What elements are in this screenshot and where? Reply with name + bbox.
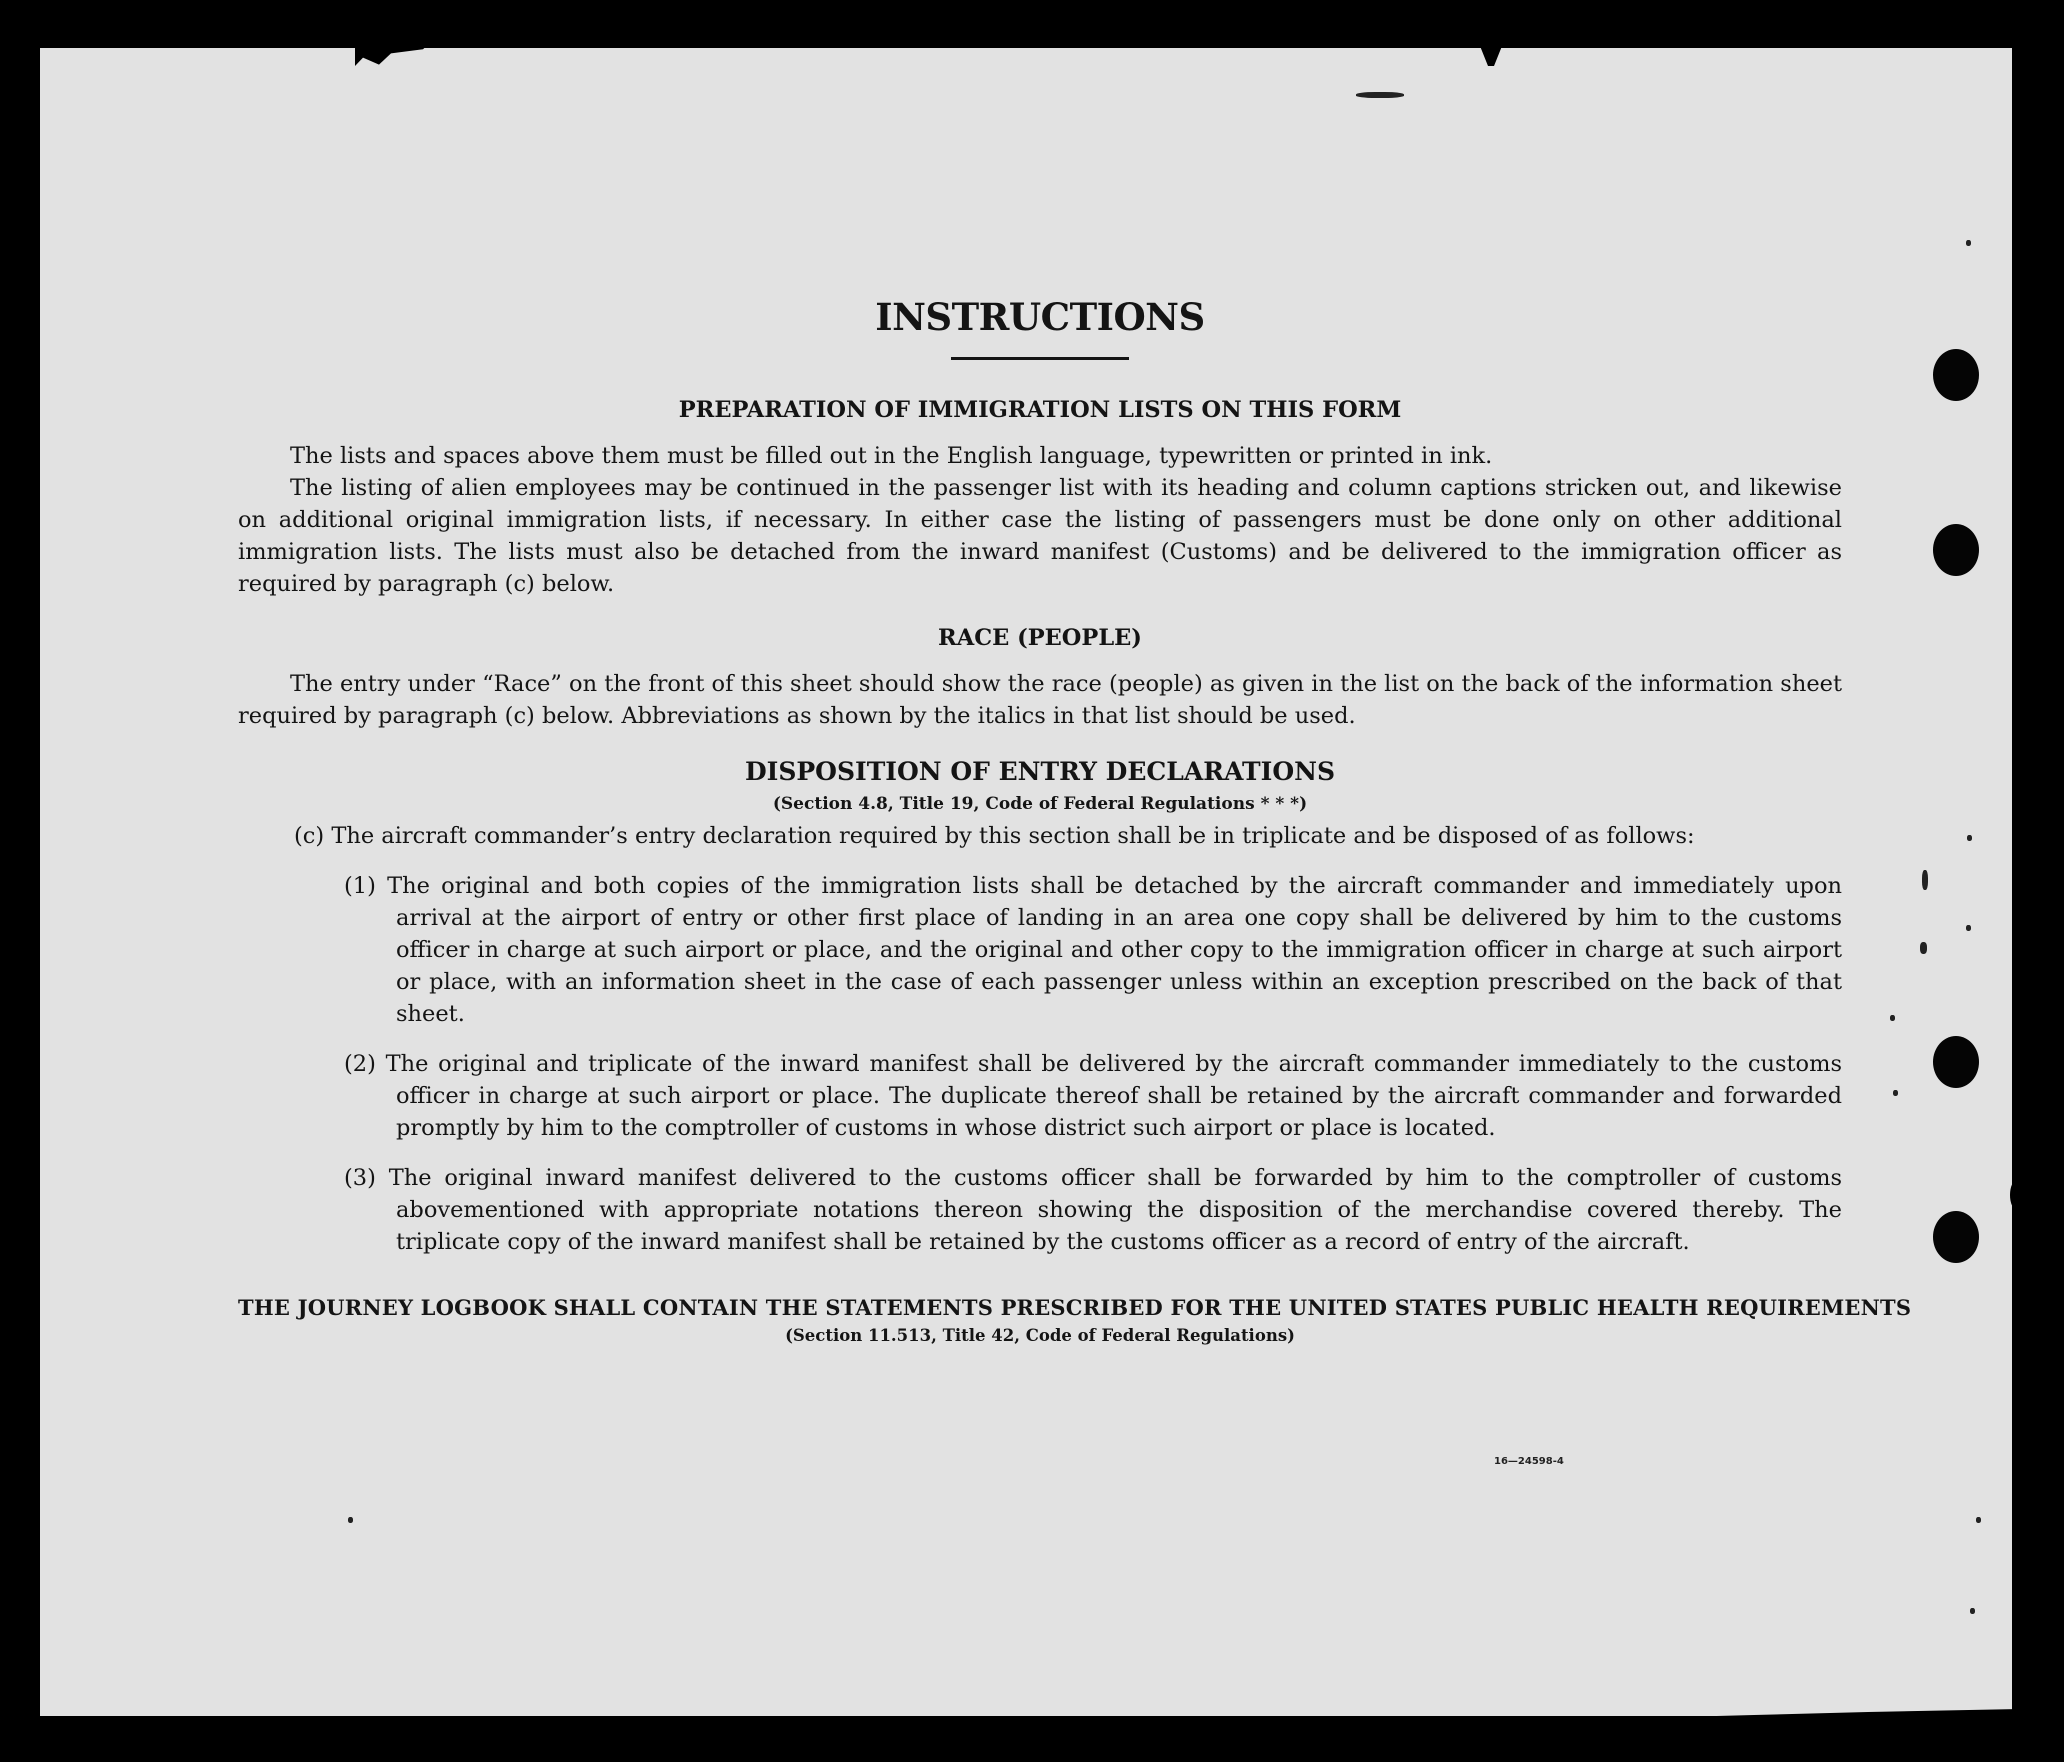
speck [1920, 942, 1927, 954]
speck [1970, 1608, 1975, 1614]
speck [1966, 240, 1971, 246]
paragraph: The lists and spaces above them must be filled out in the English language, typewritten or printed in ink. [290, 443, 1493, 469]
list-item-text: The original and both copies of the immigration lists shall be detached by the aircraft commander and immediately upon arrival at the airport of entry or other first place of landing in an area one copy shall be delivered by him to the customs officer in charge at such airport or place, and the original and other copy to the immigration officer in charge at such airport or place, with an information sheet in the case of each passenger unless within an exception prescribed on the back of that sheet. [387, 873, 1842, 1027]
paragraph-text: The aircraft commander’s entry declaration required by this section shall be in triplicate and be disposed of as follows: [331, 823, 1695, 849]
list-item-text: The original inward manifest delivered to the customs officer shall be forwarded by him to the comptroller of customs abovementioned with appropriate notations thereon showing the disposition of the merchandise covered thereby. The triplicate copy of the inward manifest shall be retained by the customs officer as a record of entry of the aircraft. [388, 1165, 1843, 1255]
punch-hole [1933, 1211, 1979, 1263]
section-citation: (Section 4.8, Title 19, Code of Federal Regulations * * *) [772, 794, 1308, 814]
punch-hole [1933, 349, 1979, 401]
title-underline [951, 357, 1129, 360]
section-heading-race: RACE (PEOPLE) [938, 625, 1142, 651]
punch-hole [1933, 524, 1979, 576]
list-item-text: The original and triplicate of the inward manifest shall be delivered by the aircraft commander immediately to the customs officer in charge at such airport or place. The duplicate thereof shall be retained by the aircraft commander and forwarded promptly by him to the comptroller of customs in whose district such airport or place is located. [385, 1051, 1842, 1141]
footer-notice: THE JOURNEY LOGBOOK SHALL CONTAIN THE STATEMENTS PRESCRIBED FOR THE UNITED STATES PUBLIC HEALTH REQUIREMENTS [238, 1295, 1912, 1320]
speck [348, 1517, 353, 1523]
paragraph: The listing of alien employees may be continued in the passenger list with its heading and column captions stricken out, and likewise on additional original immigration lists, if necessary. In either case the listing of passengers must be done only on other additional immigration lists. The lists must also be detached from the inward manifest (Customs) and be delivered to the immigration officer as required by paragraph (c) below. [238, 475, 1842, 597]
list-item-label: (2) [344, 1051, 376, 1077]
speck [1976, 1517, 1981, 1523]
list-item [344, 1048, 1842, 1144]
list-item-label: (1) [344, 873, 376, 899]
list-item [344, 1162, 1842, 1258]
instructions-content [238, 290, 1912, 1348]
footer-citation: (Section 11.513, Title 42, Code of Federal Regulations) [785, 1326, 1295, 1345]
paragraph: The entry under “Race” on the front of this sheet should show the race (people) as given in the list on the back of the information sheet required by paragraph (c) below. Abbreviations as shown by the italics in that list should be used. [238, 671, 1842, 729]
document-title: INSTRUCTIONS [875, 295, 1205, 339]
speck [1966, 925, 1971, 931]
section-heading-disposition: DISPOSITION OF ENTRY DECLARATIONS [744, 757, 1336, 786]
speck [1356, 92, 1404, 98]
speck [1922, 870, 1928, 890]
punch-hole [1933, 1036, 1979, 1088]
speck [1893, 1090, 1898, 1096]
paragraph-label: (c) [294, 823, 325, 849]
paragraph-c [294, 820, 1842, 852]
paper-tear [2010, 1180, 2024, 1210]
speck [1890, 1015, 1895, 1021]
speck [1967, 835, 1972, 841]
list-item-label: (3) [344, 1165, 376, 1191]
section-heading-immigration: PREPARATION OF IMMIGRATION LISTS ON THIS FORM [678, 397, 1402, 423]
list-item [344, 870, 1842, 1030]
form-number: 16—24598-4 [1494, 1456, 1564, 1467]
